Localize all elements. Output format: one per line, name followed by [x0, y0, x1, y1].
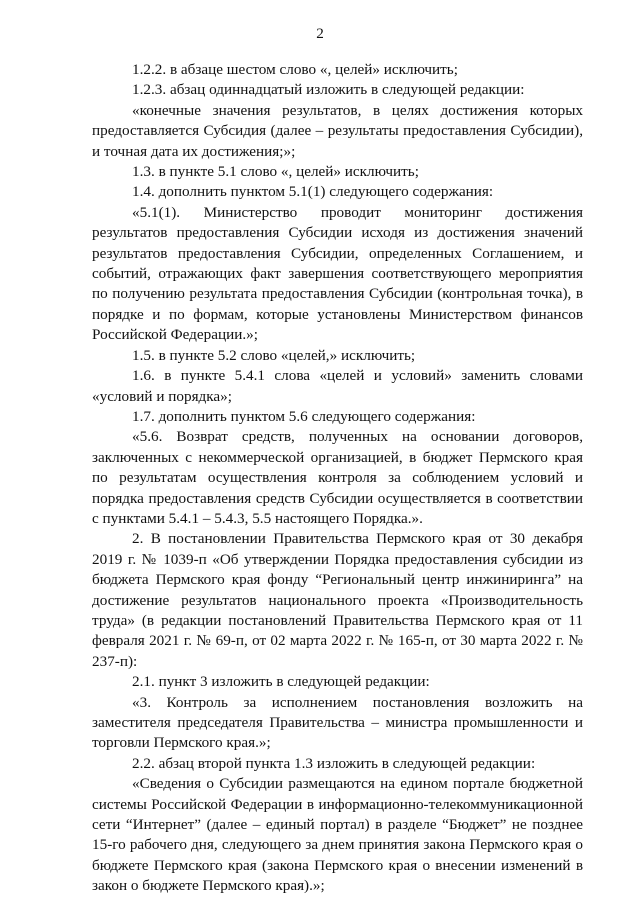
paragraph-1-2-2: 1.2.2. в абзаце шестом слово «, целей» исключить; — [132, 61, 458, 78]
paragraph-1-5: 1.5. в пункте 5.2 слово «целей,» исключить; — [132, 346, 416, 364]
paragraph-quote-results: «конечные значения результатов, в целях достижения которых предоставляется Субсидия (далее – результаты предоставления Субсидии), и точная дата их достижения;»; — [92, 101, 583, 160]
paragraph-1-4: 1.4. дополнить пунктом 5.1(1) следующего содержания: — [132, 183, 494, 201]
paragraph-quote-subsidy-info: «Сведения о Субсидии размещаются на едином портале бюджетной системы Российской Федерации в информационно-телекоммуникационной сети “Интернет” (далее – единый портал) в разделе “Бюджет” не позднее 15-го рабочего дня, следующего за днем принятия закона Пермского края о бюджете Пермского края (закона Пермского края о внесении изменений в закон о бюджете Пермского края).»; — [92, 775, 583, 895]
paragraph-1-2-3: 1.2.3. абзац одиннадцатый изложить в следующей редакции: — [132, 81, 525, 99]
paragraph-quote-5-1-1: «5.1(1). Министерство проводит мониторинг достижения результатов предоставления Субсидии исходя из достижения значений результатов предоставления Субсидии, определенных Соглашением, и событий, отражающих факт завершения соответствующего мероприятия по получению результата предоставления Субсидии (контрольная точка), в порядке и по формам, которые установлены Министерством финансов Российской Федерации.»; — [92, 203, 583, 344]
paragraph-quote-3: «3. Контроль за исполнением постановления возложить на заместителя председателя Правительства – министра промышленности и торговли Пермского края.»; — [92, 693, 583, 752]
paragraph-2: 2. В постановлении Правительства Пермского края от 30 декабря 2019 г. № 1039-п «Об утверждении Порядка предоставления субсидии из бюджета Пермского края фонду “Региональный центр инжиниринга” на достижение результатов национального проекта «Производительность труда» (в редакции постановлений Правительства Пермского края от 11 февраля 2021 г. № 69-п, от 02 марта 2022 г. № 165-п, от 30 марта 2022 г. № 237-п): — [92, 530, 583, 670]
paragraph-1-7: 1.7. дополнить пунктом 5.6 следующего содержания: — [132, 407, 476, 425]
document-body — [92, 60, 583, 897]
paragraph-1-3: 1.3. в пункте 5.1 слово «, целей» исключить; — [132, 163, 419, 181]
page-number: 2 — [316, 25, 324, 42]
paragraph-2-2: 2.2. абзац второй пункта 1.3 изложить в следующей редакции: — [132, 754, 536, 772]
paragraph-quote-5-6: «5.6. Возврат средств, полученных на основании договоров, заключенных с некоммерческой организацией, в бюджет Пермского края по результатам осуществления контроля за соблюдением условий и порядка предоставления средств Субсидии осуществляется в соответствии с пунктами 5.4.1 – 5.4.3, 5.5 настоящего Порядка.». — [92, 428, 583, 527]
paragraph-2-1: 2.1. пункт 3 изложить в следующей редакции: — [132, 673, 430, 691]
paragraph-1-6: 1.6. в пункте 5.4.1 слова «целей и условий» заменить словами «условий и порядка»; — [92, 367, 583, 405]
